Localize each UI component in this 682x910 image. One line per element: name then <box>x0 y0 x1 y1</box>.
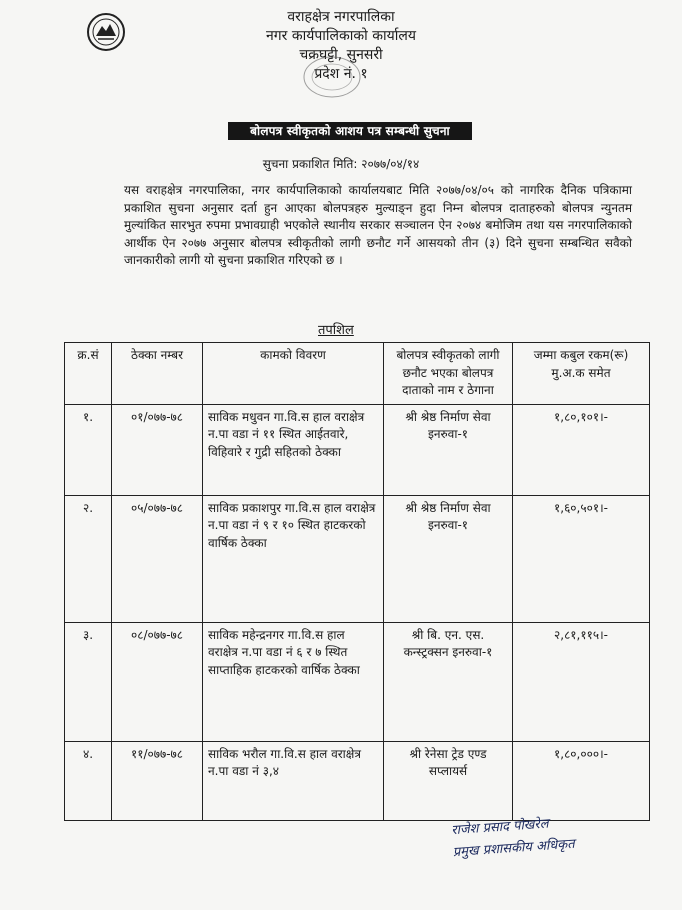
header-amount: जम्मा कबुल रकम(रू) मु.अ.क समेत <box>513 343 650 405</box>
signature-block <box>451 812 576 864</box>
table-row <box>65 495 650 622</box>
publish-date: सुचना प्रकाशित मिति: २०७७/०४/१४ <box>262 157 420 171</box>
cell-bidder: श्री रेनेसा ट्रेड एण्ड सप्लायर्स <box>384 741 513 820</box>
cell-bidder: श्री बि. एन. एस. कन्स्ट्रक्सन इनरुवा-१ <box>384 622 513 741</box>
header-location: चक्रघट्टी, सुनसरी <box>299 47 383 63</box>
cell-contract-no: ०८/०७७-७८ <box>112 622 203 741</box>
cell-bidder: श्री श्रेष्ठ निर्माण सेवा इनरुवा-१ <box>384 404 513 495</box>
cell-amount: १,६०,५०१।- <box>513 495 650 622</box>
cell-description: साविक महेन्द्रनगर गा.वि.स हाल वराक्षेत्र न.पा वडा नं ६ र ७ स्थित साप्ताहिक हाटकरको वार्षिक ठेक्का <box>203 622 384 741</box>
notice-body: यस वराहक्षेत्र नगरपालिका, नगर कार्यपालिकाको कार्यालयबाट मिति २०७७/०४/०५ को नागरिक दैनिक पत्रिकामा प्रकाशित सुचना अनुसार दर्ता हुन आएका बोलपत्रहरु मुल्याङ्‌न हुदा निम्न बोलपत्र दाताहरुको बोलपत्र न्युनतम मुल्यांकित सारभुत रुपमा प्रभावग्राही भएकोले स्थानीय सरकार सञ्चालन ऐन २०७४ बमोजिम तथा यस नगरपालिकाको आर्थीक ऐन २०७७ अनुसार बोलपत्र स्वीकृतीको लागी छनौट गर्ने आसयको तीन (३) दिने सुचना सम्बन्धित सवैको जानकारीको लागी यो सुचना प्रकाशित गरिएको छ । <box>124 183 632 267</box>
cell-sn: २. <box>65 495 112 622</box>
header-contract-no: ठेक्का नम्बर <box>112 343 203 405</box>
signature-title: प्रमुख प्रशासकीय अधिकृत <box>452 836 576 861</box>
cell-amount: २,८१,११५।- <box>513 622 650 741</box>
cell-description: साविक मधुवन गा.वि.स हाल वराक्षेत्र न.पा वडा नं ११ स्थित आईतवारे, विहिवारे र गुद्री सहितको ठेक्का <box>203 404 384 495</box>
office-stamp-icon <box>300 52 364 102</box>
signature-name: राजेश प्रसाद पोखरेल <box>450 816 550 839</box>
cell-amount: १,८०,०००।- <box>513 741 650 820</box>
cell-contract-no: ११/०७७-७८ <box>112 741 203 820</box>
cell-sn: १. <box>65 404 112 495</box>
table-row <box>65 404 650 495</box>
cell-sn: ३. <box>65 622 112 741</box>
table-row <box>65 622 650 741</box>
header-sn: क्र.सं <box>65 343 112 405</box>
header-office: नगर कार्यपालिकाको कार्यालय <box>266 28 416 44</box>
table-header-row <box>65 343 650 405</box>
cell-contract-no: ०१/०७७-७८ <box>112 404 203 495</box>
cell-description: साविक प्रकाशपुर गा.वि.स हाल वराक्षेत्र न.पा वडा नं ९ र १० स्थित हाटकरको वार्षिक ठेक्का <box>203 495 384 622</box>
cell-contract-no: ०५/०७७-७८ <box>112 495 203 622</box>
header-description: कामको विवरण <box>203 343 384 405</box>
bid-table <box>64 342 650 821</box>
header-bidder: बोलपत्र स्वीकृतको लागी छनौट भएका बोलपत्र दाताको नाम र ठेगाना <box>384 343 513 405</box>
header-municipality: वराहक्षेत्र नगरपालिका <box>287 9 395 25</box>
table-row <box>65 741 650 820</box>
cell-sn: ४. <box>65 741 112 820</box>
header-province: प्रदेश नं. १ <box>314 66 368 82</box>
cell-description: साविक भरौल गा.वि.स हाल वराक्षेत्र न.पा वडा नं ३,४ <box>203 741 384 820</box>
cell-bidder: श्री श्रेष्ठ निर्माण सेवा इनरुवा-१ <box>384 495 513 622</box>
section-heading: तपशिल <box>318 323 354 338</box>
notice-title: बोलपत्र स्वीकृतको आशय पत्र सम्बन्धी सुचना <box>228 122 472 140</box>
cell-amount: १,८०,१०१।- <box>513 404 650 495</box>
